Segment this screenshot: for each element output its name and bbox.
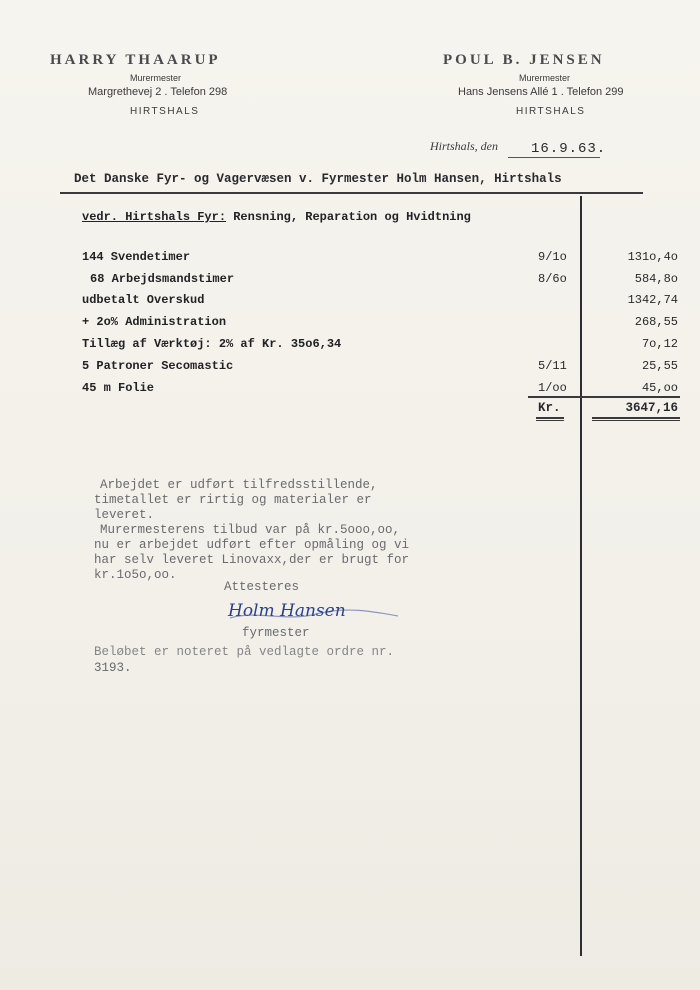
note-line: kr.1o5o,oo. <box>94 568 177 582</box>
item-amount: 1342,74 <box>627 293 678 307</box>
subject-prefix: vedr. Hirtshals Fyr: <box>82 210 227 224</box>
note-line: leveret. <box>94 508 155 522</box>
order-note: Beløbet er noteret på vedlagte ordre nr. <box>94 645 395 659</box>
item-rate: 5/11 <box>538 359 567 373</box>
date-label: Hirtshals, den <box>430 139 499 153</box>
attestation: Attesteres <box>224 580 300 594</box>
recipient: Det Danske Fyr- og Vagervæsen v. Fyrmester Holm Hansen, Hirtshals <box>74 172 562 186</box>
letterhead-left-city: HIRTSHALS <box>130 106 200 117</box>
item-amount: 7o,12 <box>641 337 678 351</box>
item-description: 5 Patroner Secomastic <box>82 359 234 373</box>
date-underline <box>508 157 600 158</box>
letterhead-right-address: Hans Jensens Allé 1 . Telefon 299 <box>458 86 624 98</box>
subject-line <box>82 210 471 224</box>
signature: Holm Hansen <box>228 601 346 621</box>
note-line: Murermesterens tilbud var på kr.5ooo,oo, <box>100 523 401 537</box>
letterhead-left-title: Murermester <box>130 73 182 83</box>
item-amount: 584,8o <box>634 272 678 286</box>
date-value: 16.9.63. <box>531 141 607 157</box>
recipient-underline <box>60 192 643 194</box>
total-amount-underline-2 <box>592 420 680 421</box>
item-description: 144 Svendetimer <box>82 250 191 264</box>
item-rate: 8/6o <box>538 272 567 286</box>
item-rate: 9/1o <box>538 250 567 264</box>
note-line: nu er arbejdet udført efter opmåling og vi <box>94 538 410 552</box>
total-amount-underline-1 <box>592 417 680 419</box>
note-line: Arbejdet er udført tilfredsstillende, <box>100 478 378 492</box>
note-line: timetallet er rirtig og materialer er <box>94 493 372 507</box>
letterhead-right-title: Murermester <box>519 73 571 83</box>
amount-column-rule <box>580 196 582 956</box>
letterhead-left-address: Margrethevej 2 . Telefon 298 <box>88 86 228 98</box>
signature-stroke <box>226 600 406 626</box>
note-line: har selv leveret Linovaxx,der er brugt for <box>94 553 410 567</box>
item-amount: 25,55 <box>641 359 678 373</box>
total-amount: 3647,16 <box>625 401 678 415</box>
total-label-underline-2 <box>536 420 564 421</box>
item-amount: 131o,4o <box>627 250 678 264</box>
order-number: 3193. <box>94 661 132 675</box>
letterhead-left-name: HARRY THAARUP <box>50 52 221 68</box>
total-label: Kr. <box>538 401 561 415</box>
item-amount: 45,oo <box>641 381 678 395</box>
sum-rule <box>528 396 680 398</box>
item-description: Tillæg af Værktøj: 2% af Kr. 35o6,34 <box>82 337 342 351</box>
item-amount: 268,55 <box>634 315 678 329</box>
letterhead-right-city: HIRTSHALS <box>516 106 586 117</box>
item-description: udbetalt Overskud <box>82 293 205 307</box>
subject-text: Rensning, Reparation og Hvidtning <box>233 210 471 224</box>
item-description: + 2o% Administration <box>82 315 227 329</box>
letterhead-right-name: POUL B. JENSEN <box>443 52 605 68</box>
total-label-underline-1 <box>536 417 564 419</box>
item-description: 68 Arbejdsmandstimer <box>90 272 235 286</box>
signature-title: fyrmester <box>242 626 310 640</box>
item-rate: 1/oo <box>538 381 567 395</box>
item-description: 45 m Folie <box>82 381 155 395</box>
